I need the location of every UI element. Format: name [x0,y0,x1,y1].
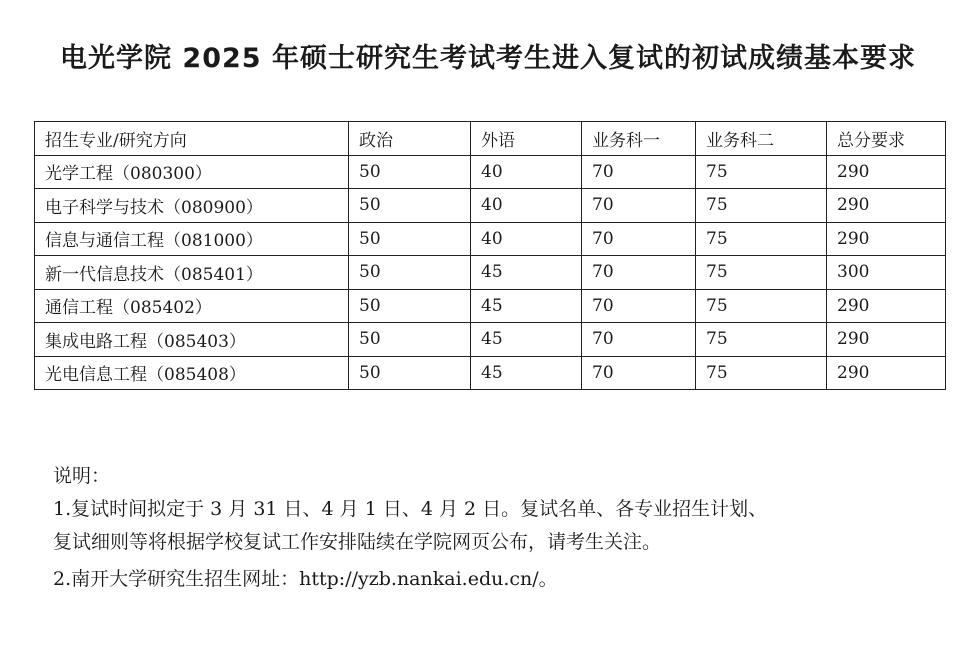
cell-subject-one: 70 [582,256,696,290]
note-item-1-line-2: 复试细则等将根据学校复试工作安排陆续在学院网页公布，请考生关注。 [53,531,662,553]
table-row [35,356,946,390]
cell-subject-two: 75 [696,323,827,357]
cell-subject-two: 75 [696,256,827,290]
cell-subject-two: 75 [696,289,827,323]
cell-subject-one: 70 [582,155,696,189]
score-requirements-table [34,121,946,390]
cell-foreign-language: 45 [471,323,582,357]
document-title: 电光学院 2025 年硕士研究生考试考生进入复试的初试成绩基本要求 [60,43,916,74]
table-header-row [35,122,946,156]
column-header-foreign-language: 外语 [471,122,582,156]
note-item-2: 2.南开大学研究生招生网址：http://yzb.nankai.edu.cn/。 [53,568,558,590]
cell-politics: 50 [349,289,471,323]
cell-total: 290 [827,189,946,223]
cell-total: 290 [827,289,946,323]
column-header-major: 招生专业/研究方向 [35,122,349,156]
cell-politics: 50 [349,189,471,223]
cell-total: 290 [827,155,946,189]
cell-politics: 50 [349,256,471,290]
cell-major: 集成电路工程（085403） [35,323,349,357]
cell-subject-two: 75 [696,356,827,390]
cell-foreign-language: 40 [471,155,582,189]
column-header-subject-one: 业务科一 [582,122,696,156]
table-row [35,189,946,223]
cell-politics: 50 [349,222,471,256]
cell-subject-one: 70 [582,189,696,223]
table-row [35,323,946,357]
cell-subject-one: 70 [582,356,696,390]
notes-section [53,460,953,596]
cell-politics: 50 [349,356,471,390]
cell-total: 290 [827,323,946,357]
cell-subject-one: 70 [582,323,696,357]
column-header-subject-two: 业务科二 [696,122,827,156]
cell-subject-one: 70 [582,222,696,256]
table-row [35,289,946,323]
cell-foreign-language: 45 [471,289,582,323]
table-row [35,222,946,256]
notes-heading: 说明： [53,465,111,487]
cell-major: 新一代信息技术（085401） [35,256,349,290]
cell-major: 光学工程（080300） [35,155,349,189]
cell-subject-two: 75 [696,155,827,189]
cell-total: 300 [827,256,946,290]
cell-politics: 50 [349,155,471,189]
cell-foreign-language: 45 [471,256,582,290]
cell-major: 通信工程（085402） [35,289,349,323]
cell-total: 290 [827,222,946,256]
cell-subject-one: 70 [582,289,696,323]
cell-subject-two: 75 [696,189,827,223]
table-row [35,155,946,189]
cell-foreign-language: 40 [471,222,582,256]
cell-major: 信息与通信工程（081000） [35,222,349,256]
cell-foreign-language: 40 [471,189,582,223]
column-header-total: 总分要求 [827,122,946,156]
cell-major: 电子科学与技术（080900） [35,189,349,223]
cell-subject-two: 75 [696,222,827,256]
cell-total: 290 [827,356,946,390]
table-row [35,256,946,290]
cell-foreign-language: 45 [471,356,582,390]
cell-major: 光电信息工程（085408） [35,356,349,390]
column-header-politics: 政治 [349,122,471,156]
cell-politics: 50 [349,323,471,357]
note-item-1-line-1: 1.复试时间拟定于 3 月 31 日、4 月 1 日、4 月 2 日。复试名单、各专业招生计划、 [53,498,768,520]
